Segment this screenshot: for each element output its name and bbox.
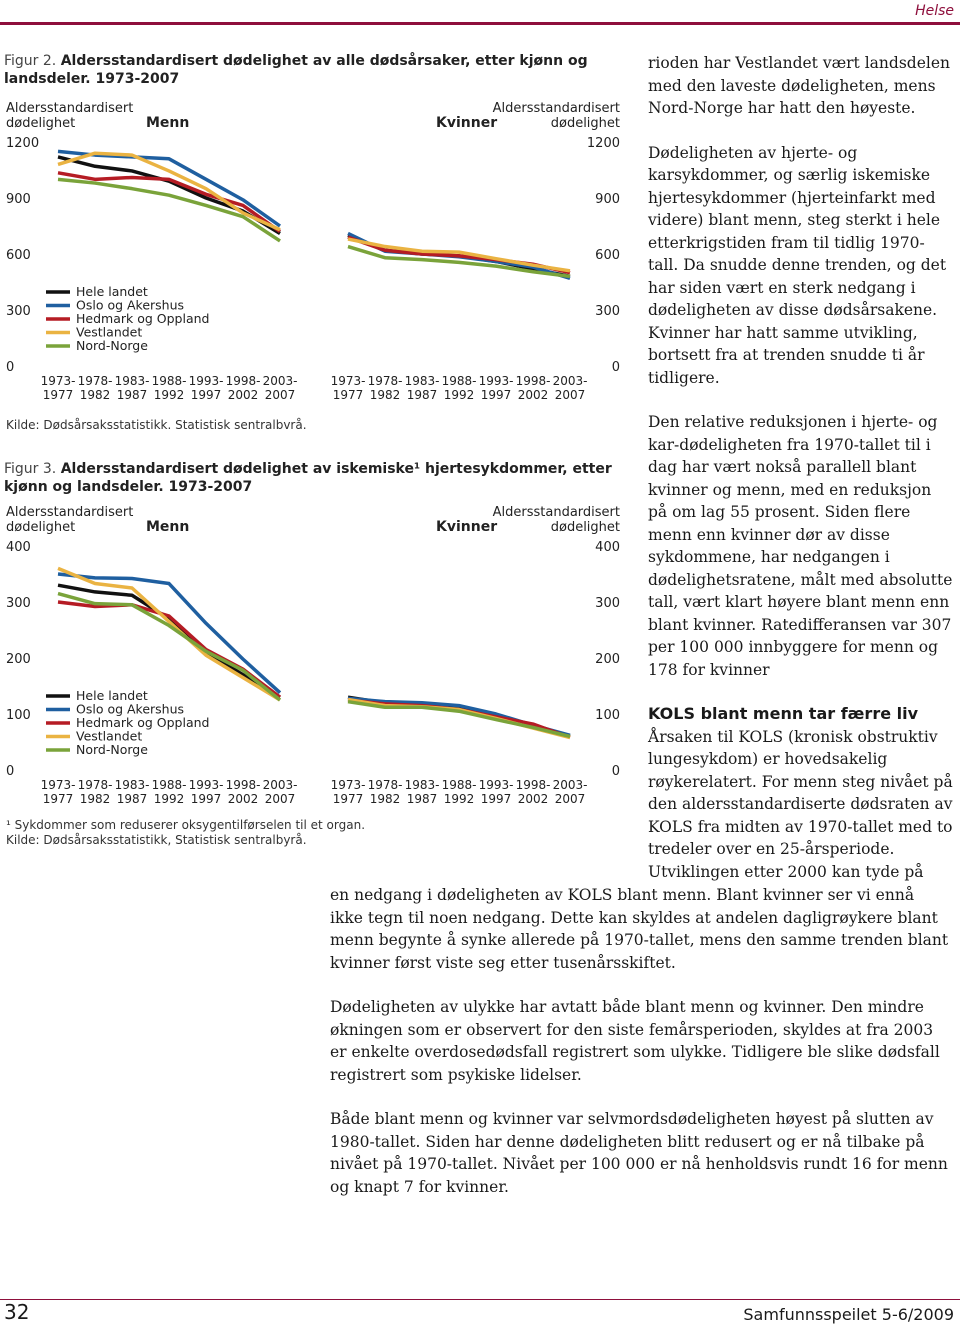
- legend-label: Vestlandet: [76, 324, 143, 340]
- fig3-footnote: ¹ Sykdommer som reduserer oksygentilførselen til et organ.: [6, 818, 366, 832]
- xtick-label: 1983-: [114, 374, 150, 388]
- ytick-right: 400: [595, 540, 620, 555]
- magazine-name: Samfunnsspeilet 5-6/2009: [743, 1305, 954, 1324]
- xtick-label: 1982: [79, 388, 111, 402]
- xtick-label: 1998-: [515, 778, 551, 792]
- left-ylabel-line1: Aldersstandardisert: [6, 505, 134, 520]
- xtick-label: 1977: [332, 388, 364, 402]
- ytick-left: 900: [6, 192, 31, 207]
- xtick-label: 1978-: [367, 778, 403, 792]
- ytick-left: 200: [6, 652, 31, 667]
- ytick-right: 1200: [586, 136, 620, 151]
- ytick-left: 0: [6, 360, 15, 375]
- fig3-label: Figur 3.: [4, 461, 57, 477]
- ytick-left: 300: [6, 596, 31, 611]
- right-ylabel-line1: Aldersstandardisert: [492, 101, 620, 116]
- xtick-label: 1988-: [441, 374, 477, 388]
- ytick-right: 0: [611, 360, 620, 375]
- paragraph-ulykke: Dødeligheten av ulykke har avtatt både blant menn og kvinner. Den mindre økningen som er observert for den siste femårsperioden, skyldes at fra 2003 er enkelte overdosedødsfall registrert som ulykke. Tidligere ble slike dødsfall registrert som psykiske lidelser.: [330, 998, 940, 1084]
- xtick-label: 2007: [264, 792, 296, 806]
- paragraph-kols-1: Årsaken til KOLS (kronisk obstruktiv lungesykdom) er hovedsakelig røykerelatert. For menn steg nivået på den aldersstandardiserte dødsraten av KOLS fra midten av 1970-tallet med to tredeler over en 25-årsperiode. Utviklingen etter 2000 kan tyde på: [648, 727, 953, 881]
- xtick-label: 2002: [227, 792, 259, 806]
- ytick-left: 300: [6, 304, 31, 319]
- page-number: 32: [4, 1300, 30, 1324]
- xtick-label: 1973-: [330, 374, 366, 388]
- ytick-right: 0: [611, 764, 620, 779]
- xtick-label: 1978-: [367, 374, 403, 388]
- xtick-label: 1973-: [330, 778, 366, 792]
- fig3-title: Aldersstandardisert dødelighet av iskemiske¹ hjertesykdommer, etter kjønn og landsdeler. 1973-2007: [4, 461, 612, 495]
- panel-title-kvinner: Kvinner: [436, 519, 498, 535]
- right-ylabel-line2: dødelighet: [550, 520, 620, 535]
- ytick-right: 600: [595, 248, 620, 263]
- xtick-label: 1992: [443, 792, 475, 806]
- xtick-label: 1988-: [441, 778, 477, 792]
- xtick-label: 1998-: [515, 374, 551, 388]
- panel-title-menn: Menn: [146, 115, 190, 131]
- paragraph-selvmord: Både blant menn og kvinner var selvmordsdødeligheten høyest på slutten av 1980-tallet. Siden har denne dødeligheten blitt redusert og er nå tilbake på nivået på 1970-tallet. Nivået per 100 000 er nå henholdsvis rundt 16 for menn og knapt 7 for kvinner.: [330, 1110, 948, 1196]
- panel-title-kvinner: Kvinner: [436, 115, 498, 131]
- xtick-label: 1992: [153, 388, 185, 402]
- xtick-label: 1983-: [404, 374, 440, 388]
- xtick-label: 1973-: [40, 374, 76, 388]
- right-column: [648, 52, 954, 883]
- panel-title-menn: Menn: [146, 519, 190, 535]
- xtick-label: 2003-: [262, 778, 298, 792]
- xtick-label: 2003-: [552, 374, 588, 388]
- paragraph-relativ: Den relative reduksjonen i hjerte- og kar-dødeligheten fra 1970-tallet til i dag har vært nokså parallell blant kvinner og menn, med en reduksjon på om lag 55 prosent. Siden flere menn enn kvinner dør av disse sykdommene, har nedgangen i dødelighetsratene, målt med absolutte tall, vært klart høyere blant menn enn blant kvinner. Ratedifferansen var 307 per 100 000 innbyggere for menn og 178 for kvinner: [648, 413, 953, 679]
- xtick-label: 2002: [227, 388, 259, 402]
- xtick-label: 1978-: [77, 374, 113, 388]
- legend-label: Hele landet: [76, 284, 148, 299]
- xtick-label: 1982: [79, 792, 111, 806]
- fig2-chart: [0, 96, 630, 416]
- ytick-left: 0: [6, 764, 15, 779]
- ytick-left: 1200: [6, 136, 40, 151]
- paragraph-hjerte: Dødeligheten av hjerte- og karsykdommer, og særlig iskemiske hjertesykdommer (hjerteinfarkt med videre) blant menn, steg sterkt i hele etterkrigstiden fram til tidlig 1970-tall. Da snudde denne trenden, og det har siden vært en sterk nedgang i dødeligheten av disse dødsårsakene. Kvinner har hatt samme utvikling, bortsett fra at trenden snudde ti år tidligere.: [648, 143, 947, 387]
- legend-label: Oslo og Akershus: [76, 297, 185, 313]
- fig2-title: Aldersstandardisert dødelighet av alle dødsårsaker, etter kjønn og landsdeler. 1973-2007: [4, 53, 588, 87]
- xtick-label: 1982: [369, 792, 401, 806]
- xtick-label: 1977: [332, 792, 364, 806]
- legend-label: Nord-Norge: [76, 338, 148, 353]
- kols-heading: KOLS blant menn tar færre liv: [648, 704, 919, 723]
- legend-label: Vestlandet: [76, 728, 143, 744]
- xtick-label: 1993-: [188, 374, 224, 388]
- header-rule: [0, 22, 960, 25]
- legend-label: Oslo og Akershus: [76, 701, 185, 717]
- legend-label: Hedmark og Oppland: [76, 311, 210, 326]
- left-ylabel-line1: Aldersstandardisert: [6, 101, 134, 116]
- xtick-label: 1982: [369, 388, 401, 402]
- legend-label: Hele landet: [76, 688, 148, 703]
- xtick-label: 1987: [406, 388, 438, 402]
- section-label: Helse: [915, 3, 954, 19]
- xtick-label: 1998-: [225, 374, 261, 388]
- paragraph-kols-2: en nedgang i dødeligheten av KOLS blant menn. Blant kvinner ser vi ennå ikke tegn til noen nedgang. Dette kan skyldes at andelen dagligrøykere blant menn begynte å synke allerede på 1970-tallet, mens den samme trenden blant kvinner først viste seg etter tusenårsskiftet.: [330, 886, 949, 972]
- xtick-label: 2002: [517, 792, 549, 806]
- series-line-nord-norge: [58, 594, 280, 700]
- xtick-label: 2002: [517, 388, 549, 402]
- xtick-label: 2003-: [552, 778, 588, 792]
- ytick-right: 300: [595, 304, 620, 319]
- xtick-label: 1997: [480, 388, 512, 402]
- xtick-label: 1983-: [114, 778, 150, 792]
- xtick-label: 1997: [190, 388, 222, 402]
- fig3-source: Kilde: Dødsårsaksstatistikk, Statistisk sentralbyrå.: [6, 833, 307, 847]
- ytick-right: 100: [595, 708, 620, 723]
- right-ylabel-line1: Aldersstandardisert: [492, 505, 620, 520]
- footer-rule: [0, 1299, 960, 1300]
- paragraph-intro: rioden har Vestlandet vært landsdelen med den laveste dødeligheten, mens Nord-Norge har hatt den høyeste.: [648, 54, 950, 117]
- xtick-label: 1993-: [478, 778, 514, 792]
- left-ylabel-line2: dødelighet: [6, 520, 76, 535]
- xtick-label: 2007: [264, 388, 296, 402]
- ytick-right: 200: [595, 652, 620, 667]
- xtick-label: 1992: [153, 792, 185, 806]
- right-ylabel-line2: dødelighet: [550, 116, 620, 131]
- xtick-label: 1977: [42, 388, 74, 402]
- header-bar: [0, 0, 960, 26]
- xtick-label: 1992: [443, 388, 475, 402]
- xtick-label: 2007: [554, 388, 586, 402]
- xtick-label: 1988-: [151, 374, 187, 388]
- xtick-label: 2003-: [262, 374, 298, 388]
- fig2-label: Figur 2.: [4, 53, 57, 69]
- ytick-right: 900: [595, 192, 620, 207]
- xtick-label: 2007: [554, 792, 586, 806]
- xtick-label: 1973-: [40, 778, 76, 792]
- xtick-label: 1997: [480, 792, 512, 806]
- series-line-hedmark-og-oppland: [58, 602, 280, 697]
- xtick-label: 1988-: [151, 778, 187, 792]
- xtick-label: 1983-: [404, 778, 440, 792]
- series-line-vestlandet: [58, 568, 280, 700]
- legend-label: Hedmark og Oppland: [76, 715, 210, 730]
- xtick-label: 1993-: [188, 778, 224, 792]
- xtick-label: 1997: [190, 792, 222, 806]
- xtick-label: 1998-: [225, 778, 261, 792]
- fig3-caption: [4, 460, 624, 496]
- xtick-label: 1987: [116, 388, 148, 402]
- xtick-label: 1987: [406, 792, 438, 806]
- left-ylabel-line2: dødelighet: [6, 116, 76, 131]
- xtick-label: 1977: [42, 792, 74, 806]
- ytick-left: 100: [6, 708, 31, 723]
- xtick-label: 1987: [116, 792, 148, 806]
- wide-column: [330, 884, 950, 1198]
- ytick-left: 400: [6, 540, 31, 555]
- ytick-right: 300: [595, 596, 620, 611]
- ytick-left: 600: [6, 248, 31, 263]
- xtick-label: 1993-: [478, 374, 514, 388]
- legend-label: Nord-Norge: [76, 742, 148, 757]
- fig3-chart: [0, 500, 630, 820]
- fig2-source: Kilde: Dødsårsaksstatistikk. Statistisk sentralbvrå.: [6, 418, 307, 432]
- xtick-label: 1978-: [77, 778, 113, 792]
- fig2-caption: [4, 52, 624, 88]
